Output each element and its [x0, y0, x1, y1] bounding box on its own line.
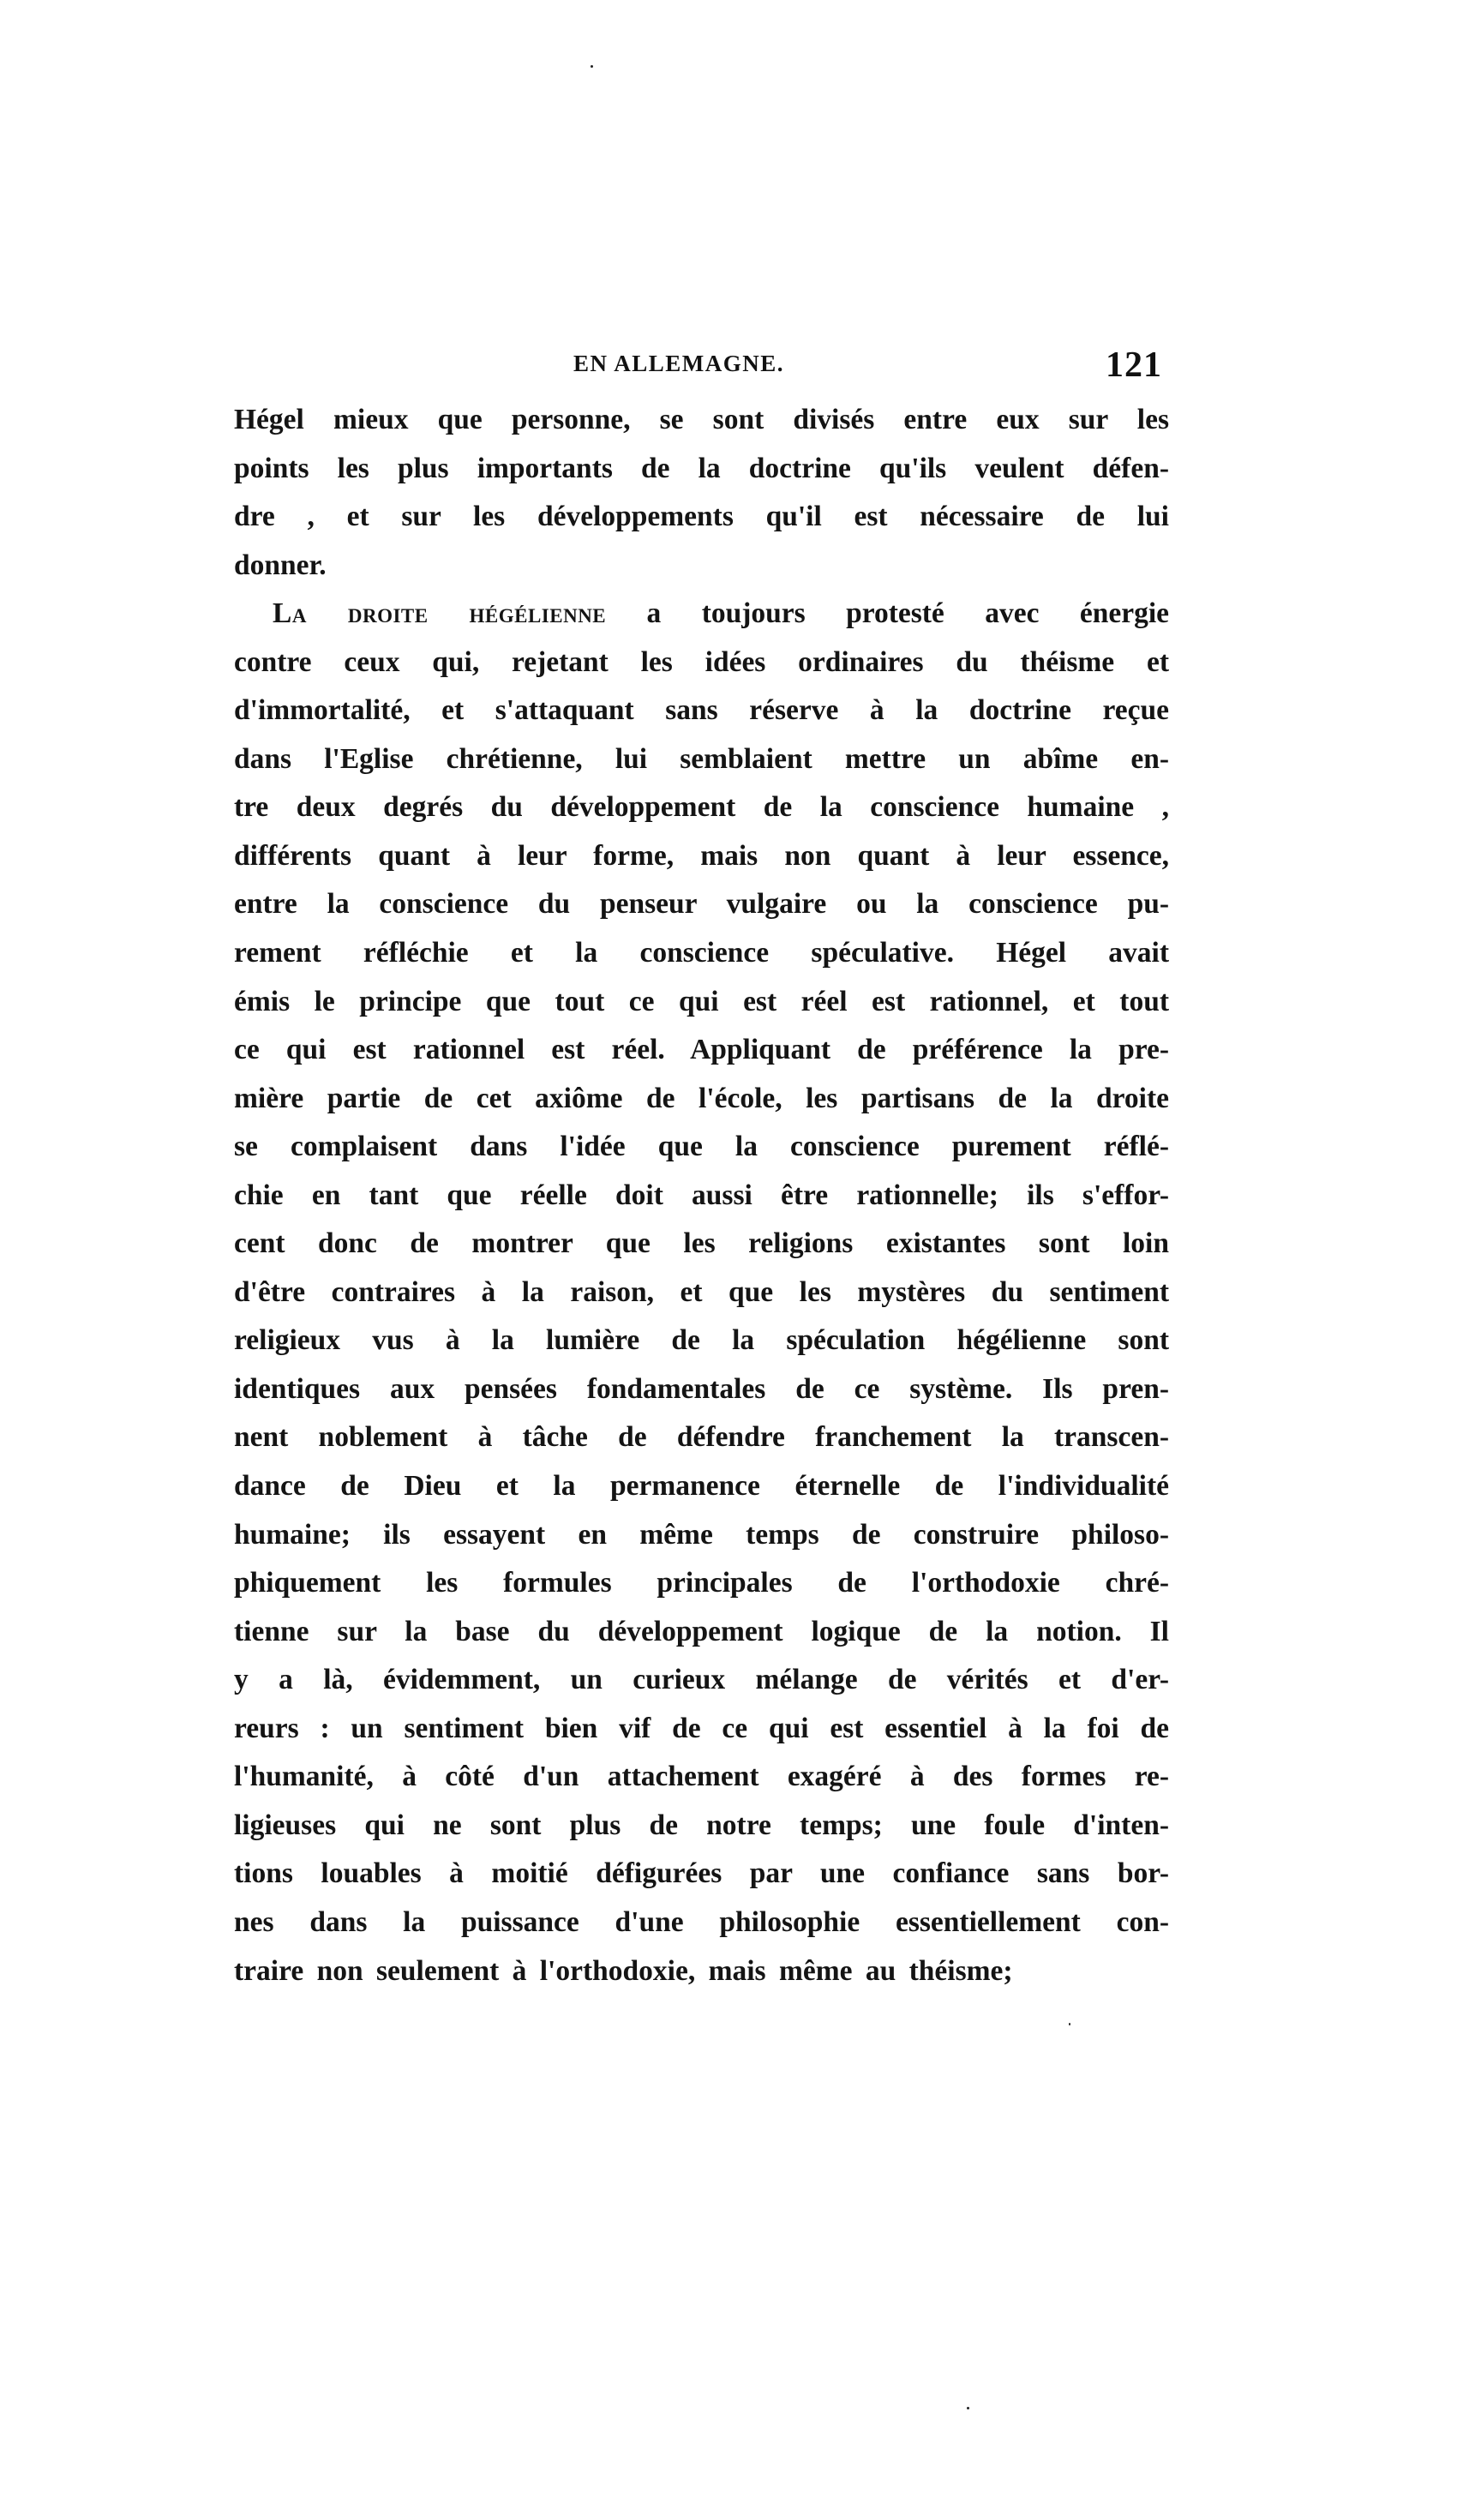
- text-line: se complaisent dans l'idée que la conscience purement réflé-: [234, 1131, 1169, 1163]
- text-line: dance de Dieu et la permanence éternelle de l'individualité: [234, 1470, 1169, 1503]
- text-line-rest: a toujours protesté avec énergie: [606, 597, 1169, 630]
- text-line: dre , et sur les développements qu'il est nécessaire de lui: [234, 501, 1169, 533]
- text-line: phiquement les formules principales de l'orthodoxie chré-: [234, 1567, 1169, 1599]
- text-line: traire non seulement à l'orthodoxie, mais même au théisme;: [234, 1954, 1013, 1987]
- text-line: tienne sur la base du développement logique de la notion. Il: [234, 1615, 1169, 1647]
- body-text: [234, 396, 1169, 1995]
- paragraph-first-line: [234, 590, 1169, 639]
- text-line: rement réfléchie et la conscience spéculative. Hégel avait: [234, 937, 1169, 969]
- text-line: donner.: [234, 549, 327, 581]
- scan-speck: [1069, 2023, 1070, 2025]
- running-head: EN ALLEMAGNE.: [573, 351, 785, 376]
- text-line: nes dans la puissance d'une philosophie essentiellement con-: [234, 1905, 1169, 1938]
- text-line: émis le principe que tout ce qui est réel est rationnel, et tout: [234, 985, 1169, 1017]
- text-line: mière partie de cet axiôme de l'école, les partisans de la droite: [234, 1082, 1169, 1114]
- smallcaps-lead: La droite hégélienne: [273, 597, 607, 630]
- text-line: ce qui est rationnel est réel. Appliquant de préférence la pre-: [234, 1034, 1169, 1066]
- page-number: 121: [1106, 345, 1162, 385]
- text-line: Hégel mieux que personne, se sont divisés entre eux sur les: [234, 404, 1169, 435]
- text-line: entre la conscience du penseur vulgaire ou la conscience pu-: [234, 888, 1169, 921]
- text-line: tre deux degrés du développement de la conscience humaine ,: [234, 791, 1169, 824]
- text-line: d'être contraires à la raison, et que les mystères du sentiment: [234, 1275, 1169, 1308]
- text-line: l'humanité, à côté d'un attachement exagéré à des formes re-: [234, 1761, 1169, 1793]
- text-line: différents quant à leur forme, mais non quant à leur essence,: [234, 839, 1169, 872]
- text-line: contre ceux qui, rejetant les idées ordinaires du théisme et: [234, 645, 1169, 678]
- text-line: dans l'Eglise chrétienne, lui semblaient mettre un abîme en-: [234, 742, 1169, 775]
- text-line: humaine; ils essayent en même temps de construire philoso-: [234, 1518, 1169, 1551]
- scan-speck: [967, 2407, 969, 2409]
- text-line: y a là, évidemment, un curieux mélange de vérités et d'er-: [234, 1664, 1169, 1696]
- text-line: ligieuses qui ne sont plus de notre temps; une foule d'inten-: [234, 1809, 1169, 1841]
- scan-speck: [591, 65, 593, 68]
- text-line: nent noblement à tâche de défendre franchement la transcen-: [234, 1421, 1169, 1454]
- text-line: reurs : un sentiment bien vif de ce qui est essentiel à la foi de: [234, 1712, 1169, 1744]
- text-line: points les plus importants de la doctrine qu'ils veulent défen-: [234, 452, 1169, 484]
- text-line: cent donc de montrer que les religions existantes sont loin: [234, 1227, 1169, 1260]
- text-line: identiques aux pensées fondamentales de ce système. Ils pren-: [234, 1372, 1169, 1405]
- text-line: chie en tant que réelle doit aussi être rationnelle; ils s'effor-: [234, 1179, 1169, 1211]
- text-line: d'immortalité, et s'attaquant sans réserve à la doctrine reçue: [234, 694, 1169, 727]
- text-line: tions louables à moitié défigurées par une confiance sans bor-: [234, 1857, 1169, 1890]
- text-line: religieux vus à la lumière de la spéculation hégélienne sont: [234, 1324, 1169, 1357]
